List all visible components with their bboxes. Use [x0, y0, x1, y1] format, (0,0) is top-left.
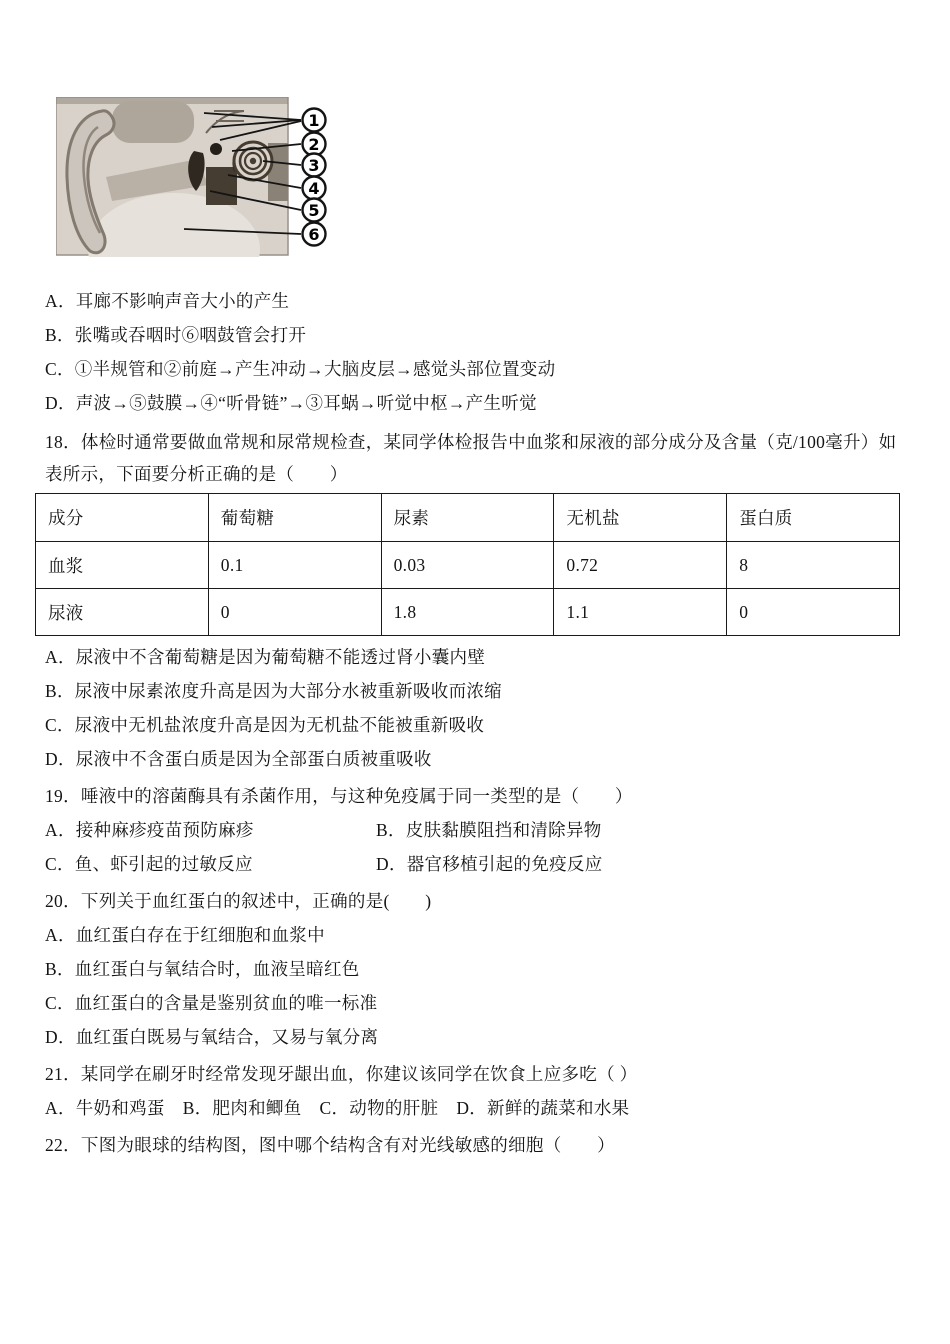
question-20-stem: 20．下列关于血红蛋白的叙述中，正确的是( )	[45, 891, 432, 911]
question-19-stem: 19．唾液中的溶菌酶具有杀菌作用，与这种免疫属于同一类型的是（ ）	[45, 786, 633, 806]
q21-option-d: D．新鲜的蔬菜和水果	[456, 1098, 630, 1118]
q19-option-b: B．皮肤黏膜阻挡和清除异物	[376, 820, 602, 840]
q19-options-row-2	[45, 847, 911, 881]
question-18-stem: 18．体检时通常要做血常规和尿常规检查，某同学体检报告中血浆和尿液的部分成分及含量（克/100毫升）如表所示，下面要分析正确的是（ ）	[45, 432, 897, 484]
ear-figure-svg	[56, 97, 332, 257]
cell-urine-protein: 0	[727, 589, 900, 636]
col-header-component: 成分	[36, 494, 209, 542]
ossicle	[210, 143, 222, 155]
q18-option-b: B．尿液中尿素浓度升高是因为大部分水被重新吸收而浓缩	[45, 681, 502, 701]
skull-shading	[112, 101, 194, 143]
callout-number-6: 6	[308, 225, 320, 244]
col-header-inorganic: 无机盐	[554, 494, 727, 542]
cell-plasma-inorganic: 0.72	[554, 542, 727, 589]
q21-option-c: C．动物的肝脏	[319, 1098, 439, 1118]
q20-option-c: C．血红蛋白的含量是鉴别贫血的唯一标准	[45, 993, 378, 1013]
q20-option-b: B．血红蛋白与氧结合时，血液呈暗红色	[45, 959, 360, 979]
col-header-urea: 尿素	[381, 494, 554, 542]
callout-number-1: 1	[308, 111, 320, 130]
q19-options-row-1	[45, 813, 911, 847]
q18-option-c: C．尿液中无机盐浓度升高是因为无机盐不能被重新吸收	[45, 715, 485, 735]
q18-option-d: D．尿液中不含蛋白质是因为全部蛋白质被重吸收	[45, 749, 432, 769]
col-header-protein: 蛋白质	[727, 494, 900, 542]
callout-number-4: 4	[308, 179, 320, 198]
cell-urine-glucose: 0	[208, 589, 381, 636]
q19-option-d: D．器官移植引起的免疫反应	[376, 854, 603, 874]
q18-option-a: A．尿液中不含葡萄糖是因为葡萄糖不能透过肾小囊内壁	[45, 647, 486, 667]
ear-option-c: C．①半规管和②前庭→产生冲动→大脑皮层→感觉头部位置变动	[45, 359, 556, 379]
callout-badges	[303, 109, 326, 246]
question-content	[45, 284, 911, 1162]
middle-ear-cavity	[206, 167, 237, 205]
q18-composition-table	[35, 493, 900, 636]
cell-urine-label: 尿液	[36, 589, 209, 636]
table-row-plasma	[36, 542, 900, 589]
q21-option-a: A．牛奶和鸡蛋	[45, 1098, 165, 1118]
table-header-row	[36, 494, 900, 542]
question-21-stem: 21．某同学在刷牙时经常发现牙龈出血，你建议该同学在饮食上应多吃（ ）	[45, 1064, 638, 1084]
q19-option-a: A．接种麻疹疫苗预防麻疹	[45, 820, 254, 840]
question-22-stem: 22．下图为眼球的结构图，图中哪个结构含有对光线敏感的细胞（ ）	[45, 1135, 615, 1155]
cell-plasma-urea: 0.03	[381, 542, 554, 589]
ear-structure-diagram	[56, 97, 332, 257]
col-header-glucose: 葡萄糖	[208, 494, 381, 542]
ear-option-d: D．声波→⑤鼓膜→④“听骨链”→③耳蜗→听觉中枢→产生听觉	[45, 393, 537, 413]
callout-number-3: 3	[308, 156, 320, 175]
cell-plasma-label: 血浆	[36, 542, 209, 589]
ear-option-a: A．耳廊不影响声音大小的产生	[45, 291, 290, 311]
q21-option-b: B．肥肉和鲫鱼	[182, 1098, 302, 1118]
callout-number-2: 2	[308, 135, 320, 154]
cell-plasma-glucose: 0.1	[208, 542, 381, 589]
cell-plasma-protein: 8	[727, 542, 900, 589]
q20-option-d: D．血红蛋白既易与氧结合，又易与氧分离	[45, 1027, 379, 1047]
q20-option-a: A．血红蛋白存在于红细胞和血浆中	[45, 925, 325, 945]
cell-urine-urea: 1.8	[381, 589, 554, 636]
ear-option-b: B．张嘴或吞咽时⑥咽鼓管会打开	[45, 325, 307, 345]
q21-options-row	[45, 1091, 911, 1125]
q19-option-c: C．鱼、虾引起的过敏反应	[45, 854, 253, 874]
table-row-urine	[36, 589, 900, 636]
callout-number-5: 5	[308, 201, 320, 220]
cell-urine-inorganic: 1.1	[554, 589, 727, 636]
